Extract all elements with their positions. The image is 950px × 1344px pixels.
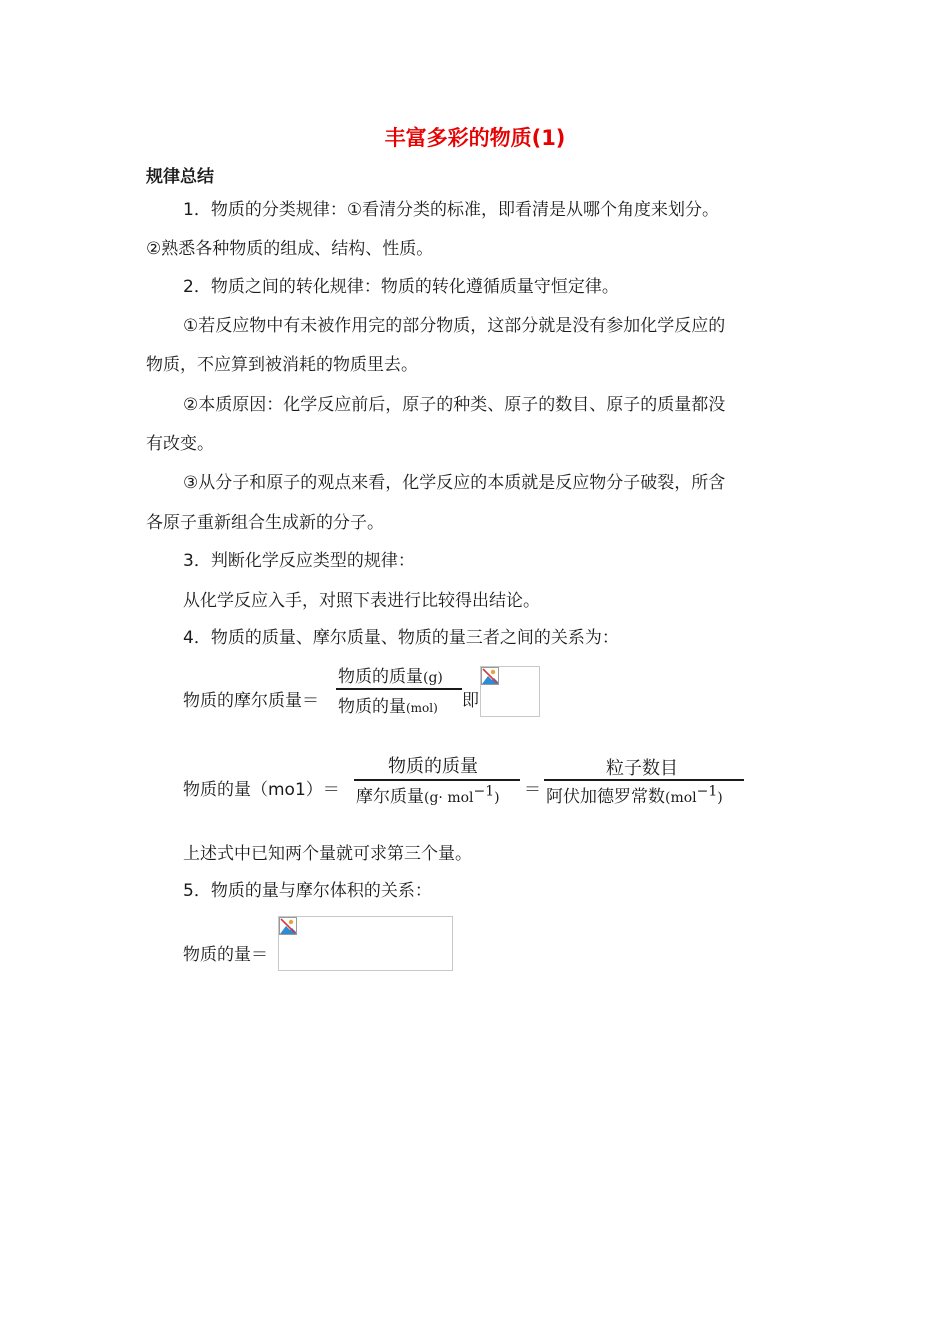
formula-2-numerator-2: 粒子数目 [606,758,678,779]
formula-1-numerator-text: 物质的质量 [338,667,423,687]
broken-image-icon [279,917,297,935]
formula-1-denominator-unit: (mol) [406,701,438,715]
formula-1-numerator [338,662,443,687]
formula-2-lhs: 物质的量（mo1）＝ [183,780,340,800]
formula-3-image-placeholder [278,916,453,971]
formula-2-fraction-bar-1 [354,779,520,781]
formula-1-fraction [336,662,462,718]
formula-2-denominator-1-text: 摩尔质量 [356,787,424,807]
formula-1-denominator [338,692,438,717]
formula-1-fraction-bar [336,688,462,690]
formula-2-denominator-2-sup: −1 [696,783,718,800]
formula-2-denominator-2 [546,782,723,807]
paragraph-11: 5．物质的量与摩尔体积的关系： [183,881,432,901]
formula-2-fraction-1 [354,752,520,808]
broken-image-icon [481,667,499,685]
formula-2-denominator-2-unit: (mol [665,790,697,806]
paragraph-8: 从化学反应入手，对照下表进行比较得出结论。 [183,591,540,611]
formula-2-denominator-1-sup: −1 [473,783,495,800]
page-title: 丰富多彩的物质(1) [384,126,566,150]
formula-2-equals: ＝ [524,780,541,800]
formula-3-lhs: 物质的量＝ [183,945,268,965]
formula-2-denominator-1-unit: (g· mol [424,790,474,806]
paragraph-6-line-1: ③从分子和原子的观点来看，化学反应的本质就是反应物分子破裂，所含 [183,473,726,493]
paragraph-4-line-1: ①若反应物中有未被作用完的部分物质，这部分就是没有参加化学反应的 [183,316,726,336]
formula-2-denominator-2-close: ) [717,790,723,806]
formula-2-fraction-2 [544,752,744,808]
formula-1-denominator-text: 物质的量 [338,697,406,717]
paragraph-7: 3．判断化学反应类型的规律： [183,551,415,571]
paragraph-6-line-2: 各原子重新组合生成新的分子。 [146,513,384,533]
formula-1-lhs: 物质的摩尔质量＝ [183,691,319,711]
paragraph-2: ②熟悉各种物质的组成、结构、性质。 [146,239,434,259]
formula-1-numerator-unit: (g) [423,670,443,686]
formula-2-numerator-1: 物质的质量 [388,756,478,777]
paragraph-4-line-2: 物质，不应算到被消耗的物质里去。 [146,355,418,375]
formula-1-tail: 即 [462,691,479,711]
paragraph-3: 2．物质之间的转化规律：物质的转化遵循质量守恒定律。 [183,277,619,297]
paragraph-5-line-1: ②本质原因：化学反应前后，原子的种类、原子的数目、原子的质量都没 [183,395,726,415]
formula-2-denominator-1-close: ) [494,790,500,806]
section-heading: 规律总结 [146,167,214,187]
paragraph-5-line-2: 有改变。 [146,434,214,454]
paragraph-9: 4．物质的质量、摩尔质量、物质的量三者之间的关系为： [183,628,619,648]
formula-2-denominator-1 [356,782,500,807]
formula-2-fraction-bar-2 [544,779,744,781]
paragraph-10: 上述式中已知两个量就可求第三个量。 [183,844,472,864]
formula-2-denominator-2-text: 阿伏加德罗常数 [546,787,665,807]
paragraph-1: 1．物质的分类规律：①看清分类的标准，即看清是从哪个角度来划分。 [183,200,720,220]
